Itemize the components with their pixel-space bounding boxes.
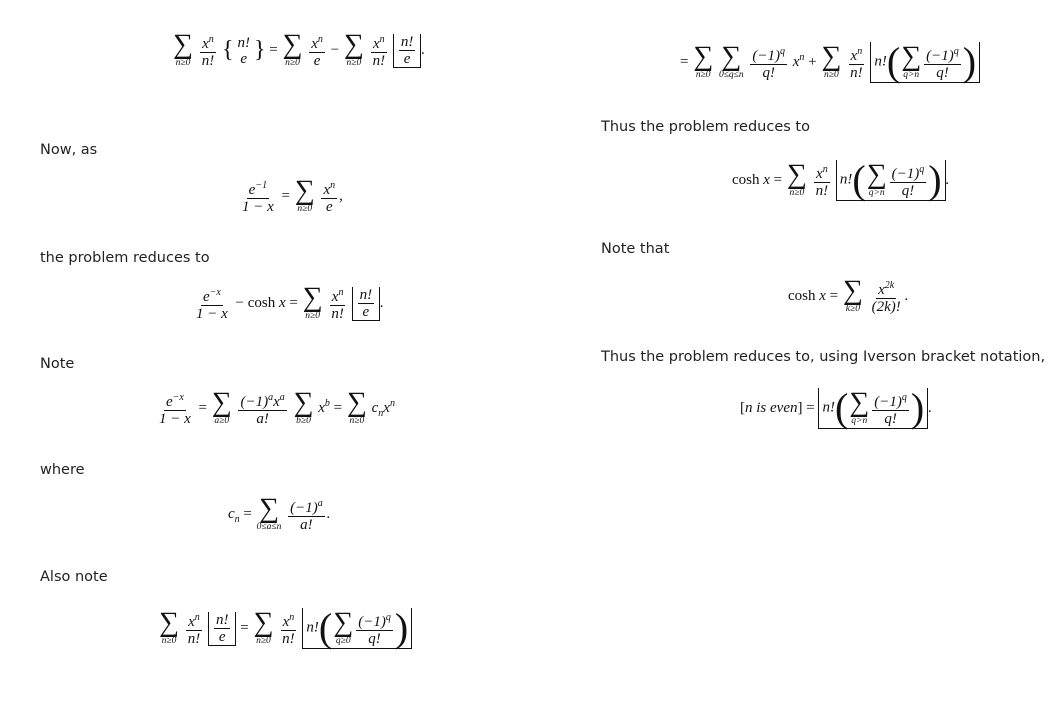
cosh-label-3: cosh: [788, 287, 816, 304]
equation-8: cosh x = ∑ n≥0 $\frac{x^n}{n!}$ n!( ∑ q>n $\frac{(-1)^q}{q!}$ ) .: [732, 157, 950, 202]
equation-7: = ∑ n≥0 ∑ 0≤q≤n $\frac{(-1)^q}{q!}$ $x^n$ + ∑ n≥0 $\frac{x^n}{n!}$ n!( ∑ q>n $\frac{(-1)^q}{q!}$ ): [680, 42, 980, 83]
text-problem-reduces: the problem reduces to: [40, 250, 210, 266]
text-iverson: Thus the problem reduces to, using Iverson bracket notation,: [601, 349, 1046, 365]
equation-4: $\frac{e^{-x}}{1 - x}$ = ∑ a≥0 $\frac{(-1)^ax^a}{a!}$ ∑ b≥0 $x^b$ = ∑ n≥0 $c_nx^n$: [159, 387, 395, 427]
equation-5: $c_n$ = ∑ 0≤a≤n $\frac{(-1)^a}{a!}$ .: [228, 493, 331, 533]
equation-2: $\frac{e^{-1}}{1 - x}$ = ∑ n≥0 $\frac{x^n}{e}$ ,: [242, 175, 343, 215]
cosh-label-2: cosh: [732, 171, 760, 188]
text-note-that: Note that: [601, 241, 670, 257]
cosh-label: cosh: [247, 294, 276, 311]
text-where: where: [40, 462, 85, 478]
text-note: Note: [40, 356, 75, 372]
text-now-as: Now, as: [40, 142, 98, 158]
equation-6: ∑ n≥0 $\frac{x^n}{n!}$ $\frac{n!}{e}$ = ∑ n≥0 $\frac{x^n}{n!}$ n!( ∑ q≥0 $\frac{(-1)^q}{q!}$ ): [158, 608, 412, 649]
text-thus-reduces: Thus the problem reduces to: [601, 119, 810, 135]
equation-9: cosh x = ∑ k≥0 $\frac{x^{2k}}{(2k)!}$ .: [788, 275, 909, 315]
equation-3: $\frac{e^{-x}}{1 - x}$ − cosh x = ∑ n≥0 $\frac{x^n}{n!}$ $\frac{n!}{e}$ .: [196, 282, 384, 322]
equation-10: [n is even] = n!( ∑ q>n $\frac{(-1)^q}{q!}$ ) .: [740, 385, 932, 430]
iverson-condition: n is even: [745, 399, 798, 416]
text-also-note: Also note: [40, 569, 108, 585]
equation-1: ∑ n≥0 $\frac{x^n}{n!}$ { n! e } = ∑ n≥0 $\frac{x^n}{e}$ − ∑ n≥0 $\frac{x^n}{n!}$ $\frac{n!}{e}$ .: [173, 29, 426, 69]
